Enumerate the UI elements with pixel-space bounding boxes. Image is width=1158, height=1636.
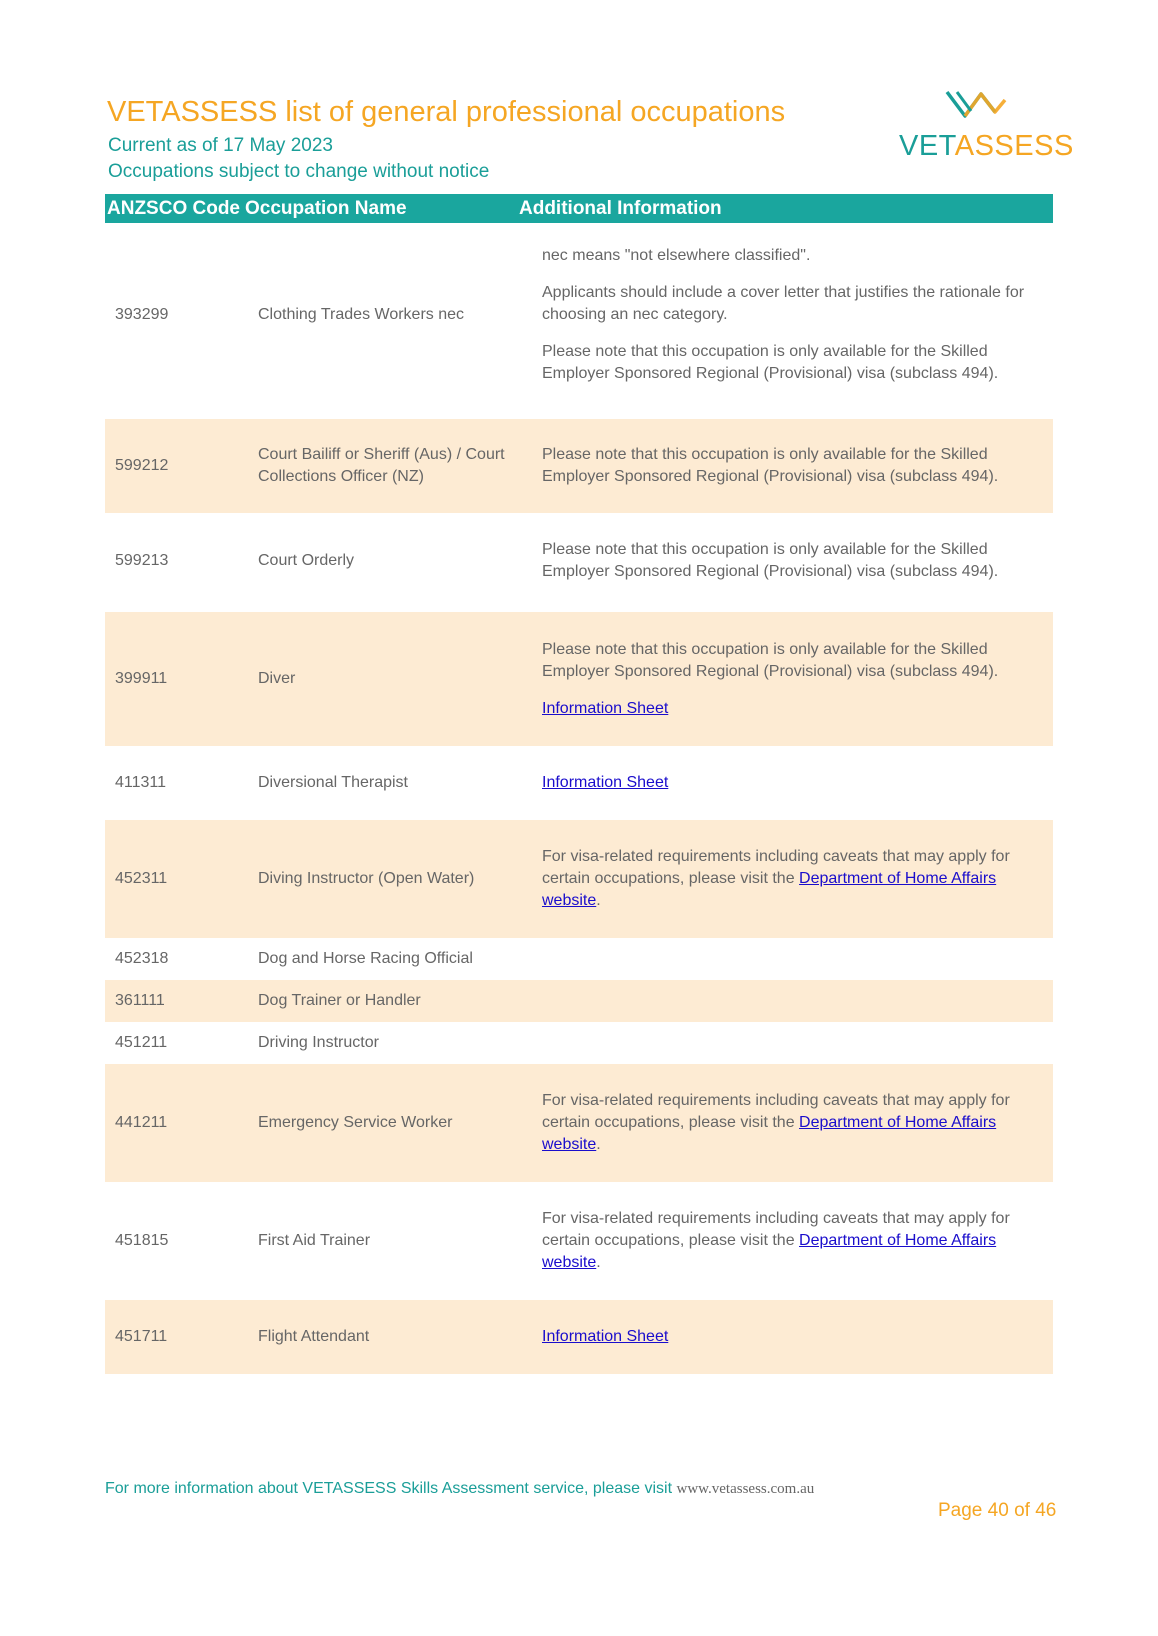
information-sheet-link[interactable]: Information Sheet — [542, 699, 669, 717]
current-date-subtitle: Current as of 17 May 2023 — [108, 135, 333, 156]
occupation-name: Diver — [258, 670, 296, 687]
anzsco-code: 451711 — [115, 1328, 168, 1345]
footer-url[interactable]: www.vetassess.com.au — [676, 1481, 815, 1497]
header-anzsco-code: ANZSCO Code — [107, 198, 240, 219]
page-number: Page 40 of 46 — [938, 1500, 1057, 1521]
occupation-name: Diversional Therapist — [258, 774, 408, 791]
table-row — [105, 1182, 1053, 1300]
footer-text: For more information about VETASSESS Skills Assessment service, please visit www.vetassess.com.au — [105, 1480, 815, 1497]
anzsco-code: 393299 — [115, 306, 169, 323]
table-row — [105, 229, 1053, 401]
table-row — [105, 820, 1053, 938]
anzsco-code: 599212 — [115, 457, 169, 474]
logo-text: VETASSESS — [899, 130, 1074, 162]
occupation-name: Diving Instructor (Open Water) — [258, 870, 475, 887]
additional-info — [542, 746, 1042, 820]
occupation-name: Driving Instructor — [258, 1034, 379, 1051]
anzsco-code: 451211 — [115, 1034, 168, 1051]
anzsco-code: 451815 — [115, 1232, 169, 1249]
logo-chevron-icon — [945, 84, 1007, 128]
information-sheet-link[interactable]: Information Sheet — [542, 1328, 669, 1345]
occupation-name: Emergency Service Worker — [258, 1114, 453, 1131]
anzsco-code: 361111 — [115, 992, 165, 1009]
occupation-name: Dog Trainer or Handler — [258, 992, 421, 1009]
table-row — [105, 513, 1053, 609]
additional-info: For visa-related requirements including caveats that may apply for certain occupations, please visit the Department of Home Affairs website. — [542, 1092, 1010, 1153]
anzsco-code: 599213 — [115, 552, 169, 569]
home-affairs-link[interactable]: Department of Home Affairs website — [542, 1114, 997, 1153]
occupation-name: Court Orderly — [258, 552, 355, 569]
table-row — [105, 612, 1053, 746]
table-row — [105, 419, 1053, 513]
table-row — [105, 980, 1053, 1022]
table-row — [105, 1064, 1053, 1182]
header-additional-information: Additional Information — [519, 198, 722, 219]
home-affairs-link[interactable]: Department of Home Affairs website — [542, 870, 997, 909]
table-header — [105, 194, 1053, 223]
occupation-name: Clothing Trades Workers nec — [258, 306, 465, 323]
occupation-name: Court Bailiff or Sheriff (Aus) / Court Collections Officer (NZ) — [258, 446, 505, 485]
home-affairs-link[interactable]: Department of Home Affairs website — [542, 1232, 997, 1271]
additional-info: Please note that this occupation is only available for the Skilled Employer Sponsored Regional (Provisional) visa (subclass 494). — [542, 541, 999, 580]
table-row — [105, 1300, 1053, 1374]
anzsco-code: 411311 — [115, 774, 167, 791]
anzsco-code: 452311 — [115, 870, 168, 887]
table-row — [105, 1022, 1053, 1064]
anzsco-code: 399911 — [115, 670, 168, 687]
additional-info: Please note that this occupation is only available for the Skilled Employer Sponsored Regional (Provisional) visa (subclass 494). Information Sheet — [542, 640, 999, 717]
page-title: VETASSESS list of general professional occupations — [107, 96, 786, 128]
table-row — [105, 746, 1053, 820]
additional-info — [542, 1300, 1042, 1374]
anzsco-code: 441211 — [115, 1114, 168, 1131]
occupation-name: Flight Attendant — [258, 1328, 370, 1345]
additional-info: For visa-related requirements including caveats that may apply for certain occupations, please visit the Department of Home Affairs website. — [542, 848, 1010, 909]
additional-info: nec means "not elsewhere classified". Applicants should include a cover letter that justifies the rationale for choosing an nec category. Please note that this occupation is only available for the Skilled Employer Sponsored Regional (Provisional) visa (subclass 494). — [542, 247, 1025, 382]
header-occupation-name: Occupation Name — [245, 198, 407, 219]
table-row — [105, 938, 1053, 980]
change-notice-subtitle: Occupations subject to change without notice — [108, 161, 490, 182]
anzsco-code: 452318 — [115, 950, 169, 967]
vetassess-logo — [895, 84, 1074, 164]
additional-info: Please note that this occupation is only available for the Skilled Employer Sponsored Regional (Provisional) visa (subclass 494). — [542, 446, 999, 485]
information-sheet-link[interactable]: Information Sheet — [542, 774, 669, 791]
occupation-name: First Aid Trainer — [258, 1232, 371, 1249]
occupation-name: Dog and Horse Racing Official — [258, 950, 473, 967]
additional-info: For visa-related requirements including caveats that may apply for certain occupations, please visit the Department of Home Affairs website. — [542, 1210, 1010, 1271]
